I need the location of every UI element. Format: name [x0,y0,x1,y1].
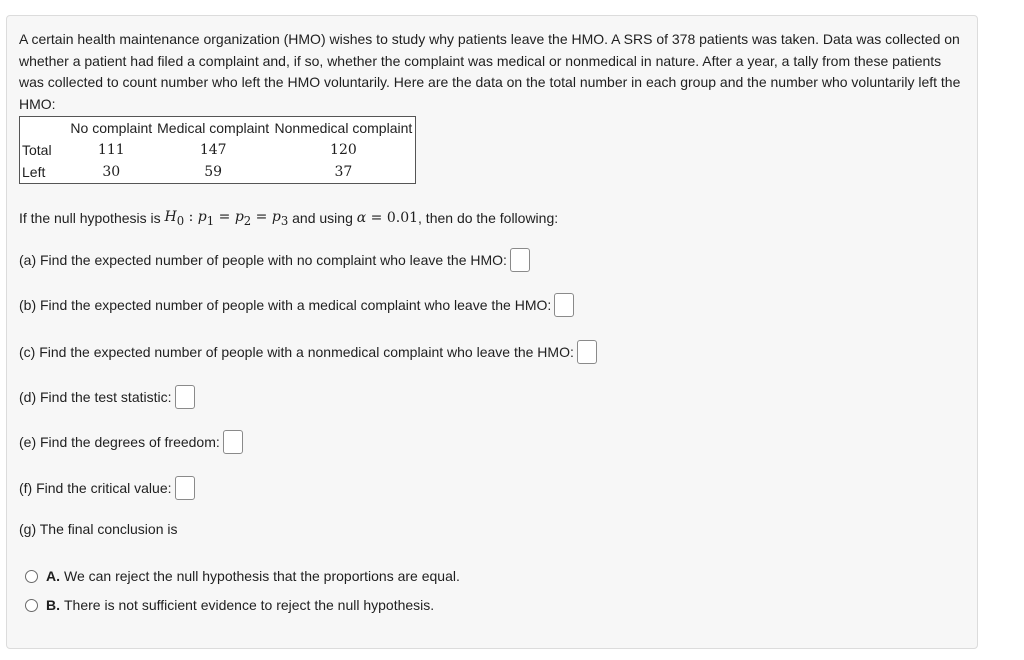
p-symbol: p [197,209,207,225]
table-cell: 111 [97,142,125,158]
table-cell: 59 [204,164,223,180]
table-row [20,161,416,184]
question-a-label: (a) Find the expected number of people with no complaint who leave the HMO: [19,252,507,268]
colon: : [184,209,198,225]
table-header-cell: No complaint [70,120,153,136]
h-subscript: 0 [176,213,185,228]
answer-e-input[interactable] [223,430,243,454]
answer-c-input[interactable] [577,340,597,364]
choice-letter: B. [46,597,60,613]
choice-letter: A. [46,568,60,584]
null-hypothesis-formula [165,209,289,228]
question-g-label: (g) The final conclusion is [19,521,178,537]
hypothesis-suffix: , then do the following: [418,210,559,227]
radio-button[interactable] [25,570,38,583]
table-cell: 37 [334,164,353,180]
problem-intro: A certain health maintenance organization (HMO) wishes to study why patients leave the HMO. A SRS of 378 patients was taken. Data was collected on whether a patient had filed a complaint and, if so, whether the complaint was medical or nonmedical in nature. After a year, a tally from these patients was collected to count number who left the HMO voluntarily. Here are the data on the total number in each group and the number who voluntarily left the HMO: [19,31,961,112]
question-e-label: (e) Find the degrees of freedom: [19,434,220,450]
table-cell: 30 [102,164,121,180]
answer-a-input[interactable] [510,248,530,272]
question-d [19,385,195,409]
table-cell: 147 [199,142,227,158]
equals: = [214,209,235,225]
alpha-formula [357,210,418,226]
alpha-value: 0.01 [386,210,419,227]
answer-b-input[interactable] [554,293,574,317]
question-b [19,293,574,317]
question-card [6,15,978,649]
p-subscript: 3 [280,213,289,228]
p-subscript: 1 [206,213,215,228]
table-cell: 120 [330,142,357,158]
question-e [19,430,243,454]
question-g [19,521,177,537]
question-a [19,248,530,272]
table-row [20,139,416,161]
table-header-cell: Medical complaint [157,120,270,136]
question-d-label: (d) Find the test statistic: [19,389,172,405]
hypothesis-mid: and using [292,210,353,227]
equals: = [251,209,272,225]
choice-text: There is not sufficient evidence to reject the null hypothesis. [64,597,435,613]
data-table [19,116,416,184]
choice-b[interactable] [25,597,434,613]
choice-a[interactable] [25,568,460,584]
p-symbol: p [271,209,281,225]
radio-button[interactable] [25,599,38,612]
hypothesis-prefix: If the null hypothesis is [19,210,161,227]
row-label: Total [22,142,52,158]
p-symbol: p [234,209,244,225]
table-header-cell [20,117,69,140]
question-c [19,340,597,364]
hypothesis-statement [19,209,558,228]
question-f [19,476,195,500]
question-c-label: (c) Find the expected number of people with a nonmedical complaint who leave the HMO: [19,344,574,360]
alpha-symbol: α [356,210,367,227]
row-label: Left [22,164,46,180]
table-header-row [20,117,416,140]
table-header-cell: Nonmedical complaint [274,120,413,136]
p-subscript: 2 [243,213,252,228]
choice-text: We can reject the null hypothesis that the proportions are equal. [64,568,460,584]
question-f-label: (f) Find the critical value: [19,480,172,496]
question-b-label: (b) Find the expected number of people with a medical complaint who leave the HMO: [19,297,552,313]
answer-d-input[interactable] [175,385,195,409]
equals: = [366,210,387,227]
h-symbol: H [164,209,177,225]
answer-f-input[interactable] [175,476,195,500]
